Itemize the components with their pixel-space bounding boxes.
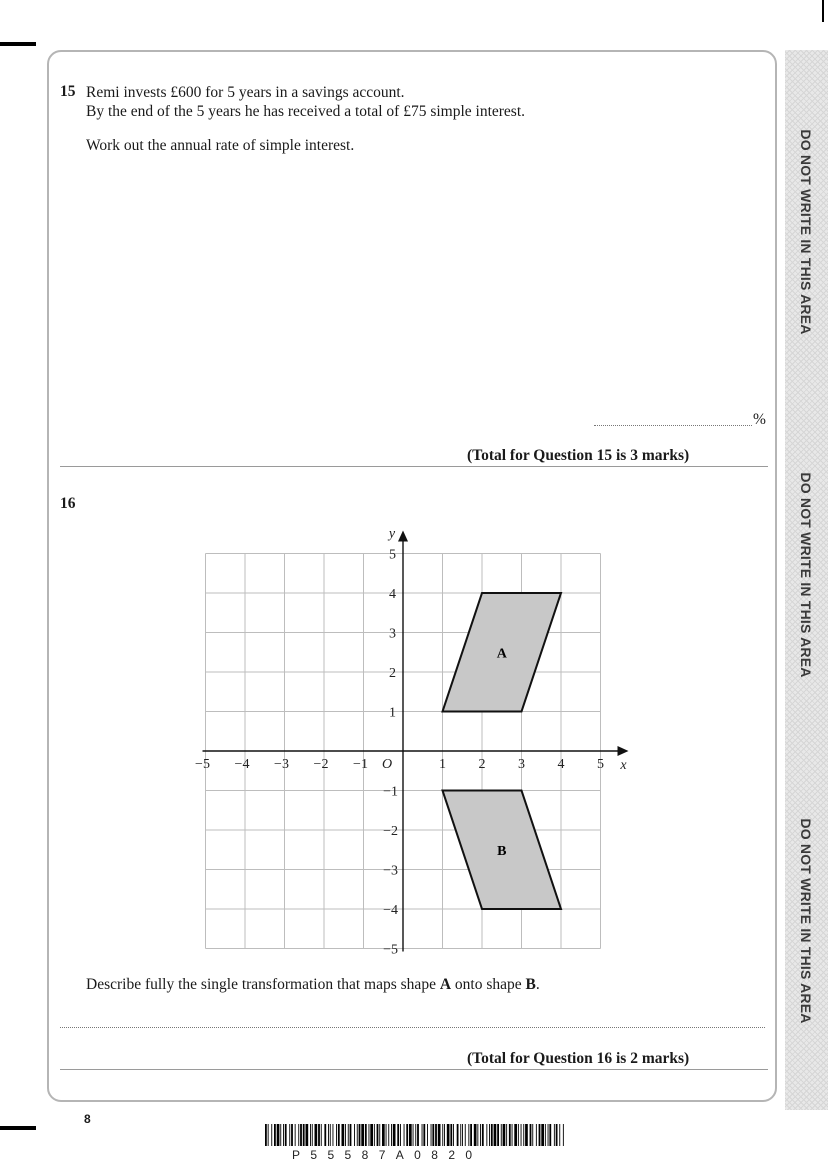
barcode-bar — [477, 1124, 478, 1146]
question-15-line-2: By the end of the 5 years he has received a total of £75 simple interest. — [86, 103, 526, 120]
barcode-bar — [554, 1124, 555, 1146]
barcode-bar — [328, 1124, 329, 1146]
x-tick-label: −3 — [274, 757, 289, 772]
barcode-bar — [409, 1124, 412, 1146]
barcode-bar — [450, 1124, 452, 1146]
barcode-bar — [559, 1124, 560, 1146]
tick-labels — [195, 527, 627, 958]
barcode-bar — [342, 1124, 345, 1146]
barcode-bar — [359, 1124, 361, 1146]
barcode-bar — [503, 1124, 506, 1146]
barcode-bar — [506, 1124, 507, 1146]
y-axis-arrow — [398, 531, 408, 542]
x-tick-label: −5 — [195, 757, 210, 772]
barcode-bar — [422, 1124, 423, 1146]
barcode-bar — [283, 1124, 284, 1146]
barcode-bar — [291, 1124, 293, 1146]
barcode-bar — [330, 1124, 331, 1146]
barcode-bar — [549, 1124, 551, 1146]
question-16-number: 16 — [60, 495, 76, 512]
barcode-bar — [432, 1124, 434, 1146]
barcode-bar — [303, 1124, 305, 1146]
barcode-bar — [280, 1124, 281, 1146]
barcode-bar — [460, 1124, 461, 1146]
barcode-bar — [357, 1124, 358, 1146]
barcode-bar — [494, 1124, 497, 1146]
barcode-bar — [491, 1124, 493, 1146]
x-tick-label: 2 — [478, 757, 486, 772]
barcode-bar — [556, 1124, 558, 1146]
barcode-bar — [486, 1124, 487, 1146]
barcode-bar — [545, 1124, 546, 1146]
barcode-bar — [480, 1124, 481, 1146]
instruction-text-2: onto shape — [451, 976, 526, 993]
barcode-bar — [265, 1124, 267, 1146]
barcode-bar — [536, 1124, 537, 1146]
do-not-write-label-1: DO NOT WRITE IN THIS AREA — [798, 129, 814, 335]
barcode-bar — [324, 1124, 326, 1146]
barcode-bar — [321, 1124, 322, 1146]
question-16-total: (Total for Question 16 is 2 marks) — [467, 1050, 690, 1067]
barcode-bar — [348, 1124, 349, 1146]
barcode-bar — [404, 1124, 405, 1146]
barcode-bar — [377, 1124, 379, 1146]
instruction-shape-a: A — [439, 976, 452, 993]
barcode — [265, 1124, 565, 1148]
barcode-bar — [274, 1124, 276, 1146]
barcode-bar — [354, 1124, 355, 1146]
x-tick-label: 3 — [518, 757, 525, 772]
barcode-bar — [300, 1124, 302, 1146]
barcode-bar — [474, 1124, 477, 1146]
barcode-bar — [413, 1124, 414, 1146]
question-15-answer-unit: % — [753, 411, 766, 428]
barcode-bar — [438, 1124, 441, 1146]
barcode-bar — [315, 1124, 318, 1146]
barcode-bar — [453, 1124, 454, 1146]
barcode-bar — [470, 1124, 472, 1146]
barcode-bar — [406, 1124, 408, 1146]
barcode-bar — [532, 1124, 533, 1146]
barcode-bar — [415, 1124, 416, 1146]
barcode-text: P55587A0820 — [292, 1148, 483, 1162]
y-axis-label: y — [388, 526, 396, 542]
y-tick-label: −3 — [383, 863, 398, 879]
barcode-bar — [310, 1124, 311, 1146]
question-16-instruction — [86, 975, 540, 995]
barcode-bar — [382, 1124, 385, 1146]
barcode-bar — [525, 1124, 528, 1146]
y-tick-label: 2 — [389, 666, 396, 681]
question-15-number: 15 — [60, 83, 76, 100]
barcode-bar — [338, 1124, 340, 1146]
page-number: 8 — [84, 1112, 91, 1126]
y-tick-label: −1 — [383, 784, 398, 800]
y-tick-label: 1 — [389, 705, 396, 721]
barcode-bar — [397, 1124, 399, 1146]
barcode-bar — [379, 1124, 380, 1146]
barcode-bar — [298, 1124, 299, 1146]
barcode-bar — [468, 1124, 469, 1146]
barcode-bar — [318, 1124, 320, 1146]
barcode-bar — [442, 1124, 443, 1146]
barcode-bar — [285, 1124, 287, 1146]
barcode-bar — [435, 1124, 437, 1146]
barcode-bar — [539, 1124, 541, 1146]
barcode-bar — [482, 1124, 484, 1146]
instruction-text-1: Describe fully the single transformation that maps shape — [86, 976, 440, 993]
shape-label-a: A — [496, 646, 507, 662]
y-tick-label: −2 — [383, 824, 398, 839]
barcode-bar — [530, 1124, 532, 1146]
barcode-bar — [374, 1124, 375, 1146]
barcode-bar — [350, 1124, 352, 1146]
barcode-bar — [336, 1124, 337, 1146]
do-not-write-label-3: DO NOT WRITE IN THIS AREA — [798, 818, 814, 1024]
barcode-bar — [361, 1124, 364, 1146]
y-tick-label: 5 — [389, 547, 396, 563]
barcode-bar — [369, 1124, 370, 1146]
barcode-bar — [518, 1124, 519, 1146]
barcode-bar — [514, 1124, 517, 1146]
barcode-bar — [447, 1124, 450, 1146]
barcode-bar — [548, 1124, 549, 1146]
barcode-bar — [277, 1124, 280, 1146]
barcode-bar — [333, 1124, 334, 1146]
barcode-bar — [489, 1124, 490, 1146]
barcode-bar — [563, 1124, 564, 1146]
origin-label: O — [381, 757, 393, 772]
x-tick-label: −2 — [313, 757, 329, 772]
x-axis-label: x — [620, 758, 627, 773]
barcode-bar — [388, 1124, 389, 1146]
barcode-bar — [370, 1124, 373, 1146]
question-16-answer-line[interactable] — [60, 1027, 765, 1028]
barcode-bar — [365, 1124, 367, 1146]
barcode-bar — [312, 1124, 313, 1146]
barcode-bar — [386, 1124, 387, 1146]
question-16-rule — [60, 1069, 768, 1070]
barcode-bar — [295, 1124, 296, 1146]
question-15-total: (Total for Question 15 is 3 marks) — [467, 447, 690, 464]
x-tick-label: 5 — [597, 757, 604, 772]
barcode-bar — [457, 1124, 459, 1146]
axes — [203, 531, 629, 952]
barcode-bar — [521, 1124, 522, 1146]
instruction-text-3: . — [535, 976, 540, 993]
barcode-bar — [271, 1124, 272, 1146]
x-tick-label: 4 — [557, 757, 565, 772]
barcode-bar — [393, 1124, 396, 1146]
question-15-instruction: Work out the annual rate of simple interest. — [86, 137, 355, 154]
barcode-bar — [462, 1124, 463, 1146]
barcode-bar — [541, 1124, 544, 1146]
y-tick-label: 3 — [389, 626, 396, 642]
barcode-bar — [417, 1124, 419, 1146]
barcode-bar — [400, 1124, 401, 1146]
x-tick-label: −1 — [353, 757, 368, 772]
barcode-bar — [501, 1124, 502, 1146]
barcode-bar — [465, 1124, 466, 1146]
shape-label-b: B — [497, 843, 507, 859]
barcode-bar — [512, 1124, 513, 1146]
y-tick-label: −4 — [383, 903, 398, 918]
x-axis-arrow — [618, 746, 629, 756]
x-tick-label: −4 — [234, 757, 250, 772]
barcode-bar — [444, 1124, 445, 1146]
barcode-bar — [427, 1124, 428, 1146]
do-not-write-label-2: DO NOT WRITE IN THIS AREA — [798, 472, 814, 678]
barcode-bar — [345, 1124, 346, 1146]
barcode-bar — [268, 1124, 269, 1146]
y-tick-label: −5 — [383, 942, 398, 958]
x-tick-label: 1 — [439, 757, 446, 772]
barcode-bar — [306, 1124, 309, 1146]
barcode-bar — [289, 1124, 290, 1146]
barcode-bar — [431, 1124, 432, 1146]
barcode-bar — [391, 1124, 392, 1146]
y-tick-label: 4 — [389, 587, 396, 602]
barcode-bar — [523, 1124, 524, 1146]
instruction-shape-b: B — [525, 976, 536, 993]
question-15-line-1: Remi invests £600 for 5 years in a savings account. — [86, 84, 405, 101]
barcode-bar — [423, 1124, 425, 1146]
barcode-bar — [497, 1124, 499, 1146]
barcode-bar — [509, 1124, 511, 1146]
